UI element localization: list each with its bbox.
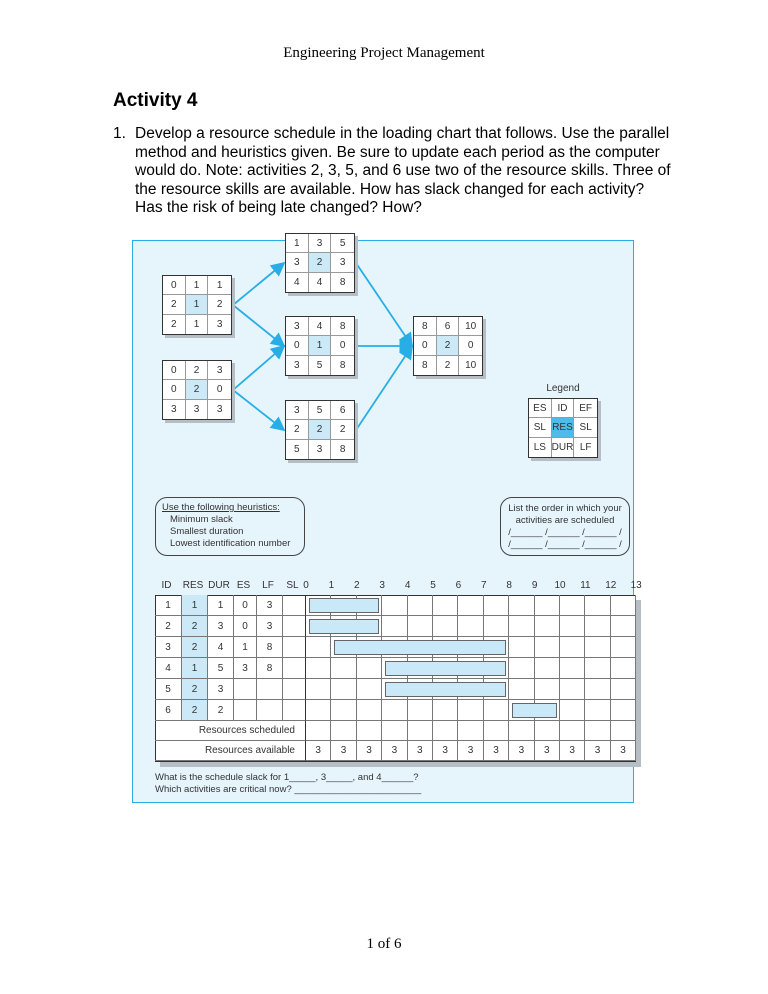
schedule-cell: [433, 616, 458, 637]
resource-row-label: Resources available: [155, 741, 306, 761]
table-cell-dur: 2: [208, 700, 234, 721]
schedule-cell: [484, 595, 509, 616]
resource-count-cell: 3: [331, 741, 356, 761]
slack-questions: [155, 772, 421, 796]
schedule-cell: [535, 595, 560, 616]
resource-count-cell: 3: [458, 741, 483, 761]
table-cell-id: 2: [155, 616, 182, 637]
resource-count-cell: [306, 721, 331, 741]
schedule-cell: [331, 700, 356, 721]
schedule-cell: [382, 700, 407, 721]
node-cell: 2: [309, 420, 332, 439]
node-cell: 1: [186, 315, 209, 334]
heuristic-item: Minimum slack: [170, 514, 233, 525]
node-cell: 0: [331, 336, 354, 355]
node-cell: DUR: [552, 438, 575, 457]
activity-6-node: [413, 316, 483, 376]
table-cell-dur: 1: [208, 595, 234, 616]
schedule-cell: [611, 679, 636, 700]
schedule-cell: [509, 658, 534, 679]
resource-count-cell: 3: [611, 741, 636, 761]
column-header-lf: LF: [262, 580, 274, 591]
table-cell-dur: 4: [208, 637, 234, 658]
schedule-cell: [306, 700, 331, 721]
resource-count-cell: 3: [306, 741, 331, 761]
activity-bar: [309, 619, 379, 634]
schedule-cell: [535, 637, 560, 658]
node-cell: 3: [216, 318, 223, 330]
node-cell: 0: [208, 380, 231, 399]
node-cell: 5: [309, 401, 332, 420]
time-tick: 1: [328, 580, 335, 591]
activity-bar: [385, 661, 506, 676]
node-cell: 10: [465, 359, 477, 371]
activity-5-node: [285, 400, 355, 460]
node-cell: 4: [286, 273, 309, 292]
schedule-cell: [560, 658, 585, 679]
node-cell: 3: [208, 361, 231, 380]
schedule-cell: [585, 679, 610, 700]
order-line: activities are scheduled: [515, 515, 615, 526]
resource-count-cell: 3: [509, 741, 534, 761]
resource-count-cell: [535, 721, 560, 741]
table-cell-lf: [257, 700, 283, 721]
table-cell-es: 1: [234, 637, 257, 658]
schedule-cell: [611, 658, 636, 679]
node-cell: ID: [552, 399, 575, 418]
time-tick: 5: [430, 580, 436, 591]
node-cell: 0: [286, 336, 309, 355]
table-cell-sl: [283, 595, 306, 616]
schedule-cell: [535, 679, 560, 700]
time-tick: 13: [630, 580, 642, 591]
activity-4-node: [285, 316, 355, 376]
schedule-cell: [433, 700, 458, 721]
schedule-cell: [382, 616, 407, 637]
schedule-cell: [560, 616, 585, 637]
heuristic-item: Lowest identification number: [170, 538, 291, 549]
schedule-cell: [560, 637, 585, 658]
table-cell-sl: [283, 679, 306, 700]
table-cell-id: 6: [155, 700, 182, 721]
node-cell: 3: [331, 253, 354, 272]
node-cell: EF: [574, 399, 597, 418]
node-cell: 3: [309, 440, 332, 459]
page-header: Engineering Project Management: [283, 45, 485, 61]
schedule-cell: [509, 637, 534, 658]
schedule-cell: [357, 700, 382, 721]
table-cell-lf: 8: [257, 658, 283, 679]
time-tick: 2: [354, 580, 360, 591]
node-cell: 0: [163, 380, 186, 399]
node-cell: 2: [163, 315, 186, 334]
resource-count-cell: 3: [585, 741, 610, 761]
schedule-cell: [382, 595, 407, 616]
order-blank-line: /______ /______ /______ /: [508, 539, 622, 550]
activity-2-node: [162, 360, 232, 420]
resource-count-cell: [560, 721, 585, 741]
node-cell: LS: [529, 438, 552, 457]
node-cell: 0: [414, 336, 437, 355]
resource-count-cell: [357, 721, 382, 741]
resource-count-cell: [585, 721, 610, 741]
question-text: Develop a resource schedule in the loading chart that follows. Use the parallel method and heuristics given. Be sure to update each period as the computer would do. Note: activities 2, 3, 5, and 6 use two of the resource skills. Three of the resource skills are available. How has slack changed for each activity? Has the risk of being late changed? How?: [135, 125, 671, 217]
table-cell-lf: 8: [257, 637, 283, 658]
time-tick: 0: [303, 580, 309, 591]
node-cell: 1: [286, 234, 309, 253]
node-cell: 3: [286, 401, 309, 420]
resource-row-label: Resources scheduled: [155, 721, 306, 741]
schedule-cell: [560, 595, 585, 616]
resource-count-cell: [433, 721, 458, 741]
node-cell: 4: [309, 273, 332, 292]
time-tick: 7: [481, 580, 487, 591]
schedule-cell: [331, 658, 356, 679]
schedule-cell: [458, 700, 483, 721]
question-number: 1.: [113, 125, 126, 142]
table-cell-es: 3: [234, 658, 257, 679]
schedule-cell: [408, 700, 433, 721]
node-cell: 8: [414, 317, 437, 336]
schedule-cell: [484, 616, 509, 637]
schedule-cell: [306, 679, 331, 700]
resource-count-cell: [331, 721, 356, 741]
node-cell: 3: [286, 253, 309, 272]
table-cell-dur: 3: [208, 616, 234, 637]
heuristics-title: Use the following heuristics:: [162, 502, 280, 513]
resource-count-cell: 3: [535, 741, 560, 761]
legend-title: Legend: [546, 383, 580, 394]
node-cell: 2: [437, 336, 460, 355]
node-cell: 3: [309, 234, 332, 253]
node-cell: 0: [459, 336, 482, 355]
table-cell-sl: [283, 658, 306, 679]
schedule-cell: [585, 700, 610, 721]
node-cell: 2: [309, 253, 332, 272]
node-cell: ES: [529, 399, 552, 418]
schedule-cell: [408, 616, 433, 637]
resource-count-cell: 3: [560, 741, 585, 761]
table-cell-sl: [283, 637, 306, 658]
table-cell-es: [234, 700, 257, 721]
schedule-cell: [585, 637, 610, 658]
table-cell-res: 2: [182, 616, 208, 637]
table-cell-lf: [257, 679, 283, 700]
schedule-cell: [484, 700, 509, 721]
resource-count-cell: [458, 721, 483, 741]
time-tick: 11: [580, 580, 591, 591]
table-cell-dur: 5: [208, 658, 234, 679]
order-box: [500, 497, 630, 556]
schedule-cell: [611, 595, 636, 616]
node-cell: 2: [208, 295, 231, 314]
schedule-cell: [585, 658, 610, 679]
activity-bar: [385, 682, 506, 697]
table-cell-res: 2: [182, 700, 208, 721]
question-1: [113, 125, 673, 218]
heuristics-box: [155, 497, 305, 556]
legend-node: [528, 398, 598, 458]
resource-count-cell: [509, 721, 534, 741]
schedule-cell: [408, 595, 433, 616]
table-cell-sl: [283, 700, 306, 721]
heuristic-item: Smallest duration: [170, 526, 244, 537]
schedule-cell: [458, 595, 483, 616]
table-cell-id: 1: [155, 595, 182, 616]
node-cell: 5: [286, 440, 309, 459]
table-cell-res: 2: [182, 637, 208, 658]
node-cell: 0: [163, 361, 186, 380]
resource-count-cell: [382, 721, 407, 741]
schedule-cell: [331, 679, 356, 700]
activity-bar: [512, 703, 557, 718]
schedule-cell: [433, 595, 458, 616]
time-tick: 8: [506, 580, 512, 591]
schedule-cell: [560, 700, 585, 721]
time-tick: 6: [455, 580, 462, 591]
activity-bar: [334, 640, 506, 655]
page-number: 1 of 6: [366, 936, 402, 952]
critical-question: Which activities are critical now? ________________________: [155, 784, 422, 795]
table-cell-dur: 3: [208, 679, 234, 700]
resource-count-cell: 3: [433, 741, 458, 761]
time-tick: 9: [531, 580, 538, 591]
column-header-id: ID: [161, 580, 172, 591]
column-header-sl: SL: [286, 580, 299, 591]
node-cell: 2: [437, 356, 460, 375]
table-cell-id: 5: [155, 679, 182, 700]
column-header-es: ES: [236, 580, 251, 591]
resource-count-cell: 3: [408, 741, 433, 761]
schedule-cell: [611, 700, 636, 721]
table-cell-es: 0: [234, 595, 257, 616]
schedule-cell: [535, 658, 560, 679]
schedule-cell: [585, 616, 610, 637]
table-cell-res: 1: [182, 595, 208, 616]
schedule-cell: [611, 637, 636, 658]
time-tick: 3: [379, 580, 385, 591]
schedule-cell: [535, 616, 560, 637]
node-cell: 10: [459, 317, 482, 336]
node-cell: 8: [339, 443, 346, 455]
node-cell: 3: [286, 317, 309, 336]
schedule-cell: [560, 679, 585, 700]
schedule-cell: [357, 658, 382, 679]
table-cell-lf: 3: [257, 616, 283, 637]
time-tick: 10: [554, 580, 566, 591]
node-cell: LF: [579, 441, 592, 453]
node-cell: 2: [286, 420, 309, 439]
column-header-res: RES: [182, 580, 204, 591]
schedule-cell: [509, 595, 534, 616]
node-cell: 6: [437, 317, 460, 336]
table-cell-sl: [283, 616, 306, 637]
node-cell: 5: [309, 356, 332, 375]
node-cell: 8: [339, 359, 346, 371]
node-cell: 4: [309, 317, 332, 336]
node-cell: 8: [339, 276, 346, 288]
table-cell-res: 1: [182, 658, 208, 679]
node-cell: 1: [186, 276, 209, 295]
activity-1-node: [162, 275, 232, 335]
node-cell: 8: [414, 356, 437, 375]
resource-count-cell: 3: [382, 741, 407, 761]
slack-question: What is the schedule slack for 1_____, 3_____, and 4______?: [155, 772, 419, 783]
time-tick: 12: [605, 580, 617, 591]
table-cell-es: 0: [234, 616, 257, 637]
schedule-cell: [611, 616, 636, 637]
order-blank-line: /______ /______ /______ /: [508, 527, 622, 538]
node-cell: 2: [186, 380, 209, 399]
node-cell: 1: [309, 336, 332, 355]
activity-title: Activity 4: [113, 90, 198, 111]
table-cell-res: 2: [182, 679, 208, 700]
resource-count-cell: 3: [484, 741, 509, 761]
node-cell: 8: [331, 317, 354, 336]
table-cell-lf: 3: [257, 595, 283, 616]
table-cell-es: [234, 679, 257, 700]
node-cell: SL: [529, 418, 552, 437]
table-cell-id: 3: [155, 637, 182, 658]
schedule-cell: [509, 679, 534, 700]
resource-count-cell: [611, 721, 636, 741]
table-cell-id: 4: [155, 658, 182, 679]
resource-count-cell: 3: [357, 741, 382, 761]
time-tick: 4: [404, 580, 411, 591]
node-cell: SL: [574, 418, 597, 437]
activity-bar: [309, 598, 379, 613]
node-cell: 3: [216, 403, 223, 415]
schedule-cell: [585, 595, 610, 616]
schedule-cell: [357, 679, 382, 700]
node-cell: 5: [331, 234, 354, 253]
node-cell: 1: [208, 276, 231, 295]
activity-3-node: [285, 233, 355, 293]
order-line: List the order in which your: [508, 503, 622, 514]
node-cell: 0: [163, 276, 186, 295]
schedule-cell: [509, 616, 534, 637]
node-cell: RES: [552, 418, 575, 437]
column-header-dur: DUR: [208, 580, 230, 591]
resource-count-cell: [484, 721, 509, 741]
node-cell: 2: [163, 295, 186, 314]
node-cell: 2: [186, 361, 209, 380]
schedule-cell: [458, 616, 483, 637]
node-cell: 3: [163, 400, 186, 419]
node-cell: 2: [331, 420, 354, 439]
schedule-cell: [306, 658, 331, 679]
schedule-cell: [306, 637, 331, 658]
node-cell: 6: [331, 401, 354, 420]
node-cell: 1: [186, 295, 209, 314]
node-cell: 3: [286, 356, 309, 375]
node-cell: 3: [186, 400, 209, 419]
resource-count-cell: [408, 721, 433, 741]
